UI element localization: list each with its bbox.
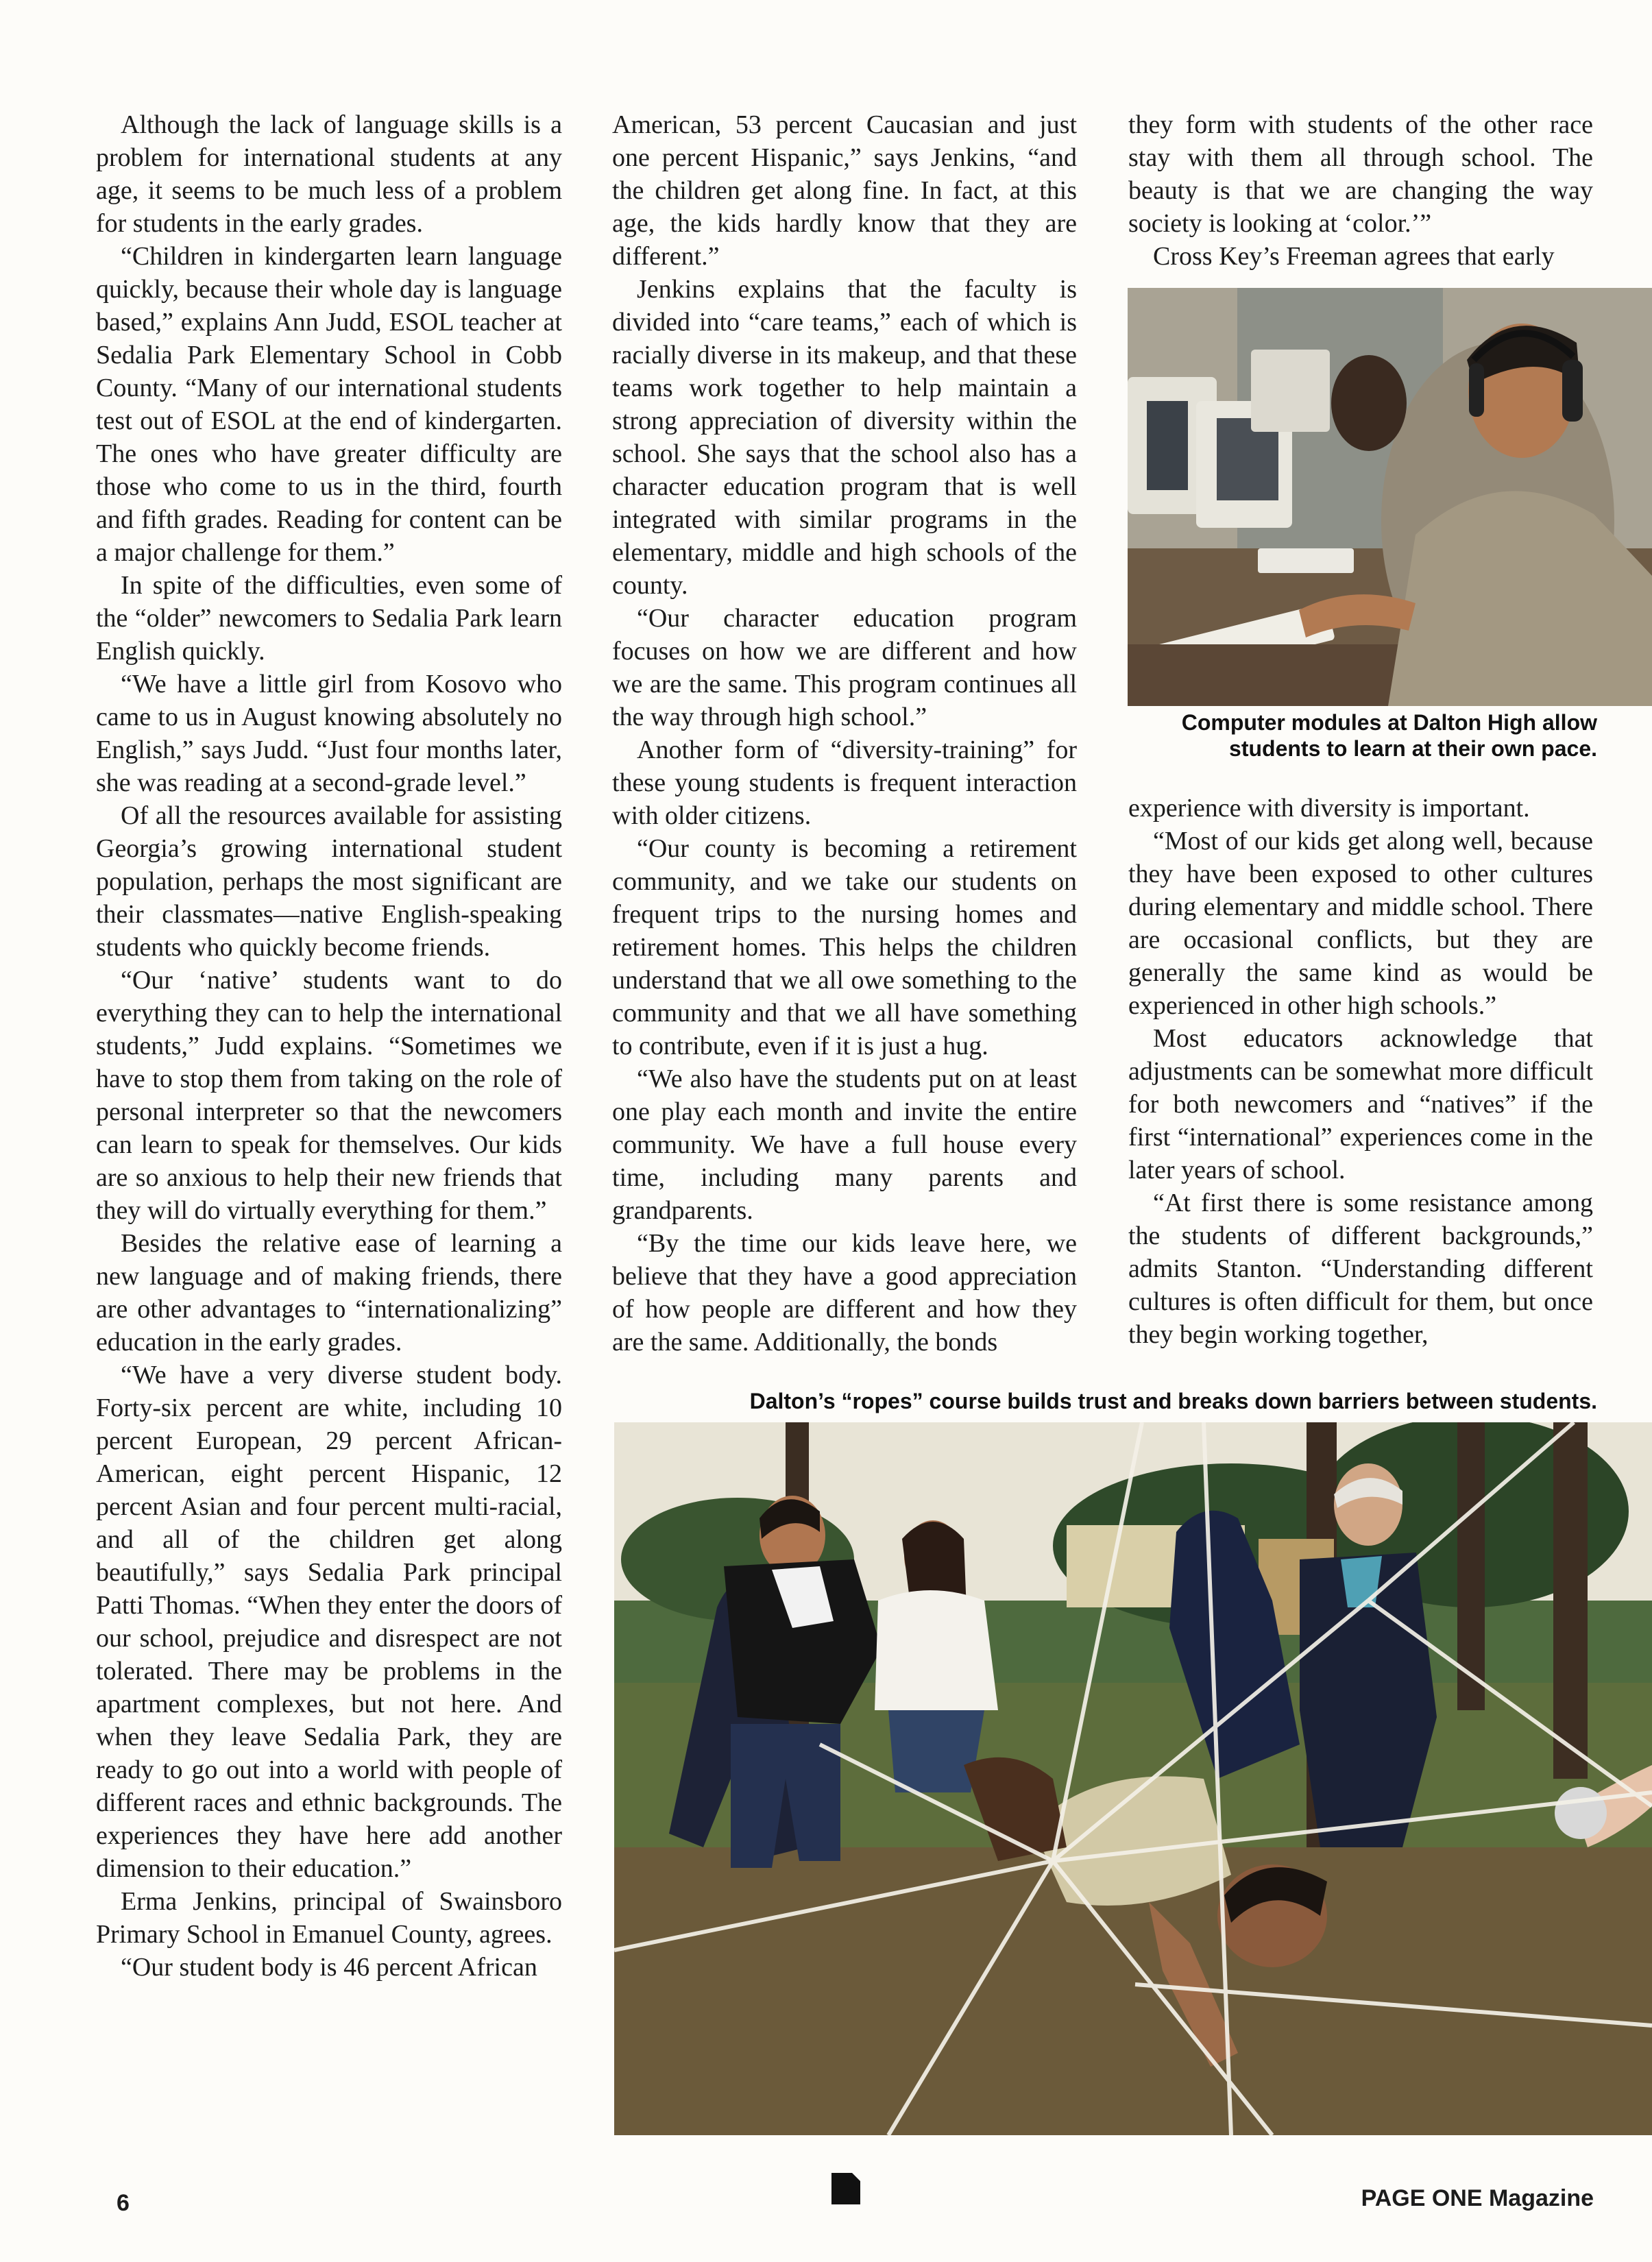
- paragraph: Although the lack of language skills is a problem for international students at any age, it seems to be much less of a problem for students in the early grades.: [96, 110, 562, 238]
- article-column-3-bottom: [1128, 792, 1593, 1351]
- paragraph: “At first there is some resistance among the students of different backgrounds,” admits Stanton. “Understanding different cultures is often difficult for them, but once they begin working together,: [1128, 1189, 1593, 1349]
- paragraph-continued: experience with diversity is important.: [1128, 794, 1530, 823]
- paragraph: “Our student body is 46 percent African: [121, 1953, 537, 1982]
- computer-photo-caption: Computer modules at Dalton High allow students to learn at their own pace.: [1181, 710, 1597, 761]
- paragraph: “Our character education program focuses on how we are different and how we are the same. This program continues all the way through high school.”: [612, 604, 1077, 731]
- paragraph: “By the time our kids leave here, we believe that they have a good appreciation of how people are different and how they are the same. Additionally, the bonds: [612, 1229, 1077, 1357]
- paragraph: “Children in kindergarten learn language quickly, because their whole day is language based,” explains Ann Judd, ESOL teacher at Sedalia Park Elementary School in Cobb County. “Many of our international students test out of ESOL at the end of kindergarten. The ones who have greater difficulty are those who come to us in the third, fourth and fifth grades. Reading for content can be a major challenge for them.”: [96, 242, 562, 567]
- paragraph: “Most of our kids get along well, because they have been exposed to other cultures during elementary and middle school. There are occasional conflicts, but they are generally the same kind as would be experienced in other high schools.”: [1128, 827, 1593, 1020]
- ropes-course-photo: [614, 1422, 1652, 2135]
- paragraph: In spite of the difficulties, even some of the “older” newcomers to Sedalia Park learn English quickly.: [96, 571, 562, 666]
- paragraph: “We also have the students put on at least one play each month and invite the entire community. We have a full house every time, including many parents and grandparents.: [612, 1065, 1077, 1225]
- magazine-name: PAGE ONE Magazine: [1361, 2185, 1594, 2211]
- ropes-photo-caption: Dalton’s “ropes” course builds trust and breaks down barriers between students.: [749, 1389, 1597, 1413]
- paragraph: Another form of “diversity-training” for these young students is frequent interaction with older citizens.: [612, 735, 1077, 830]
- paragraph: Of all the resources available for assisting Georgia’s growing international student population, perhaps the most significant are their classmates—native English-speaking students who quickly become friends.: [96, 801, 562, 962]
- ropes-course-illustration: [614, 1422, 1652, 2135]
- paragraph-continued: they form with students of the other race stay with them all through school. The beauty is that we are changing the way society is looking at ‘color.’”: [1128, 110, 1593, 238]
- article-column-3-top: [1128, 108, 1593, 273]
- paragraph-continued: American, 53 percent Caucasian and just one percent Hispanic,” says Jenkins, “and the children get along fine. In fact, at this age, the kids hardly know that they are different.”: [612, 110, 1077, 271]
- computer-lab-illustration: [1128, 288, 1652, 706]
- end-of-article-icon: [831, 2173, 860, 2204]
- paragraph: “Our ‘native’ students want to do everything they can to help the international students,” Judd explains. “Sometimes we have to stop them from taking on the role of personal interpreter so that the newcomers can learn to speak for themselves. Our kids are so anxious to help their new friends that they will do virtually everything for them.”: [96, 966, 562, 1225]
- paragraph: “We have a very diverse student body. Forty-six percent are white, including 10 percent European, 29 percent African-American, eight percent Hispanic, 12 percent Asian and four percent multi-racial, and all of the children get along beautifully,” says Sedalia Park principal Patti Thomas. “When they enter the doors of our school, prejudice and disrespect are not tolerated. There may be problems in the apartment complexes, but not here. And when they leave Sedalia Park, they are ready to go out into a world with people of different races and ethnic backgrounds. The experiences they have here add another dimension to their education.”: [96, 1361, 562, 1883]
- paragraph: Jenkins explains that the faculty is divided into “care teams,” each of which is racially diverse in its makeup, and that these teams work together to help maintain a strong appreciation of diversity within the school. She says that the school also has a character education program that is well integrated with similar programs in the elementary, middle and high schools of the county.: [612, 275, 1077, 600]
- computer-lab-photo: [1128, 288, 1652, 706]
- article-column-1: [96, 108, 562, 1984]
- paragraph: Besides the relative ease of learning a new language and of making friends, there are other advantages to “internationalizing” education in the early grades.: [96, 1229, 562, 1357]
- paragraph: “Our county is becoming a retirement community, and we take our students on frequent trips to the nursing homes and retirement homes. This helps the children understand that we all owe something to the community and that we all have something to contribute, even if it is just a hug.: [612, 834, 1077, 1060]
- paragraph: “We have a little girl from Kosovo who came to us in August knowing absolutely no English,” says Judd. “Just four months later, she was reading at a second-grade level.”: [96, 670, 562, 797]
- paragraph: Cross Key’s Freeman agrees that early: [1153, 242, 1555, 271]
- paragraph: Erma Jenkins, principal of Swainsboro Primary School in Emanuel County, agrees.: [96, 1887, 562, 1949]
- article-column-2: [612, 108, 1077, 1359]
- page-number: 6: [117, 2190, 130, 2216]
- paragraph: Most educators acknowledge that adjustments can be somewhat more difficult for both newcomers and “natives” if the first “international” experiences come in the later years of school.: [1128, 1024, 1593, 1184]
